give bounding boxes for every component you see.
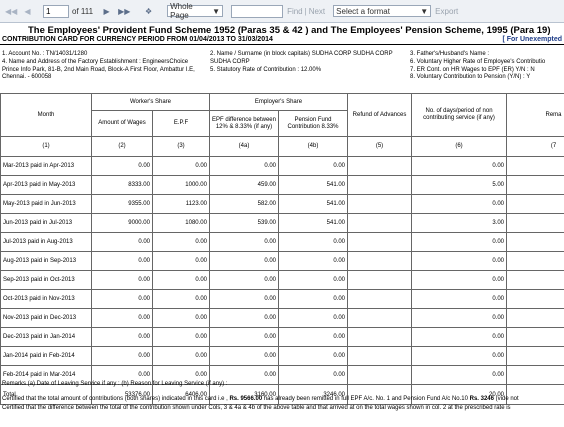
page-number-input[interactable] [43,5,69,18]
epf-diff-cell: 0.00 [210,309,279,328]
table-group-header [1,94,564,111]
epf-cell: 0.00 [153,271,210,290]
refund-cell [348,195,412,214]
ncs-cell: 0.00 [412,328,507,347]
worker-share-header: Worker's Share [92,94,210,111]
pension-cell: 0.00 [279,328,348,347]
back-icon[interactable]: ❖ [144,6,153,16]
refund-cell [348,157,412,176]
remarks-cell [507,176,564,195]
report-page [0,24,564,427]
cert1-text-b: has already been remitted in full EPF A/c. No. 1 and Pension Fund A/c No.10 [262,396,470,402]
epf-diff-cell: 0.00 [210,233,279,252]
refund-cell [348,366,412,385]
epf-diff-cell: 0.00 [210,347,279,366]
last-page-icon[interactable]: ▶▶ [118,6,131,16]
col-remarks-header: Rema [507,94,564,137]
certificate-line-2: Certified that the difference between the total of the contribution shown under Cols, 3 & 4a & 4b of the above table and that arrived at on the total wages shown in col. 2 at the prescribed rate is [2,405,511,411]
establishment-address: Prince Info Park, 81-B, 2nd Main Road, Block-A First Floor, Ambattur I.E, [2,66,195,73]
wages-cell: 9000.00 [92,214,153,233]
find-next-link[interactable]: Next [308,6,326,16]
col-number: (1) [1,137,92,157]
refund-cell [348,176,412,195]
cert1-amount-2: Rs. 3246 [469,396,494,402]
find-input[interactable] [231,5,283,18]
pension-cell: 0.00 [279,271,348,290]
ncs-cell: 5.00 [412,176,507,195]
total-ncs: 20.00 [412,385,507,405]
remarks-cell [507,309,564,328]
col-wages-header: Amount of Wages [92,111,153,137]
ncs-cell: 0.00 [412,195,507,214]
pension-cell: 0.00 [279,290,348,309]
epf-diff-cell: 0.00 [210,271,279,290]
pension-cell: 541.00 [279,214,348,233]
export-link[interactable]: Export [435,6,459,16]
table-row [1,347,564,366]
epf-cell: 0.00 [153,366,210,385]
wages-cell: 0.00 [92,366,153,385]
refund-cell [348,328,412,347]
ncs-cell: 0.00 [412,309,507,328]
info-column-1 [2,51,195,82]
first-page-icon[interactable]: ◀◀ [5,6,18,16]
epf-diff-cell: 0.00 [210,328,279,347]
remarks-cell [507,214,564,233]
col-number: (4a) [210,137,279,157]
epf-cell: 0.00 [153,347,210,366]
epf-diff-cell: 0.00 [210,252,279,271]
month-cell: May-2013 paid in Jun-2013 [1,195,92,214]
epf-cell: 1123.00 [153,195,210,214]
leaving-remarks: Remarks (a) Date of Leaving Service if any : (b) Reason for Leaving Service (if any) : [2,381,228,387]
col-number: (6) [412,137,507,157]
epf-cell: 0.00 [153,290,210,309]
table-row [1,195,564,214]
toolbar-separator: | [304,6,307,16]
certificate-line-1 [2,396,519,402]
voluntary-pension: 8. Voluntary Contribution to Pension (Y/N) : Y [410,74,531,81]
report-toolbar [0,0,564,23]
refund-cell [348,347,412,366]
pension-cell: 0.00 [279,157,348,176]
month-cell: Jul-2013 paid in Aug-2013 [1,233,92,252]
ncs-cell: 0.00 [412,252,507,271]
epf-cell: 0.00 [153,157,210,176]
table-row [1,328,564,347]
col-number: (5) [348,137,412,157]
contribution-table [0,93,564,405]
epf-cell: 0.00 [153,233,210,252]
month-cell: Jun-2013 paid in Jul-2013 [1,214,92,233]
father-name: 3. Father's/Husband's Name : [410,51,489,57]
refund-cell [348,290,412,309]
refund-cell [348,233,412,252]
exempt-status-label: [ For Unexempted [502,36,562,43]
remarks-cell [507,252,564,271]
epf-cell: 1000.00 [153,176,210,195]
month-cell: Apr-2013 paid in May-2013 [1,176,92,195]
remarks-cell [507,271,564,290]
total-epf-diff: 3160.00 [210,385,279,405]
epf-cell: 1080.00 [153,214,210,233]
chevron-down-icon: ▼ [212,6,221,16]
table-row [1,214,564,233]
table-row [1,271,564,290]
member-name: 2. Name / Surname (in block capitals) SUDHA CORP SUDHA CORP [210,51,393,57]
er-contribution: 7. ER Cont. on HR Wages to EPF (ER) Y/N : N [410,66,535,73]
table-row [1,157,564,176]
cert1-text-c: (vide not [493,396,519,402]
next-page-icon[interactable]: ▶ [103,6,110,16]
wages-cell: 0.00 [92,157,153,176]
info-column-3 [410,51,545,82]
month-cell: Aug-2013 paid in Sep-2013 [1,252,92,271]
pension-cell: 541.00 [279,195,348,214]
table-row [1,176,564,195]
total-pension: 3246.00 [279,385,348,405]
table-column-number-row [1,137,564,157]
ncs-cell: 0.00 [412,290,507,309]
wages-cell: 0.00 [92,328,153,347]
epf-diff-cell: 0.00 [210,157,279,176]
ncs-cell: 0.00 [412,347,507,366]
wages-cell: 0.00 [92,347,153,366]
month-cell: Oct-2013 paid in Nov-2013 [1,290,92,309]
zoom-select[interactable] [167,2,223,20]
wages-cell: 0.00 [92,290,153,309]
voluntary-higher-rate: 6. Voluntary Higher Rate of Employee's Contributio [410,58,546,65]
refund-cell [348,271,412,290]
refund-cell [348,309,412,328]
refund-cell [348,252,412,271]
zoom-select-value: Whole Page [170,2,193,20]
pension-cell: 541.00 [279,176,348,195]
ncs-cell: 0.00 [412,157,507,176]
wages-cell: 9355.00 [92,195,153,214]
epf-diff-cell: 582.00 [210,195,279,214]
account-number: 1. Account No. : TN/14031/1280 [2,51,88,57]
col-refund-header: Refund of Advances [348,94,412,137]
col-ncs-header: No. of days/period of non contributing service (if any) [412,94,507,137]
col-number: (7 [507,137,564,157]
epf-diff-cell: 0.00 [210,366,279,385]
col-month-header: Month [1,94,92,137]
member-name-cont: SUDHA CORP [210,58,250,65]
table-row [1,252,564,271]
epf-cell: 0.00 [153,309,210,328]
month-cell: Mar-2013 paid in Apr-2013 [1,157,92,176]
epf-diff-cell: 539.00 [210,214,279,233]
export-format-select[interactable] [333,5,431,17]
col-number: (2) [92,137,153,157]
ncs-cell: 0.00 [412,233,507,252]
epf-diff-cell: 0.00 [210,290,279,309]
total-wages: 53376.00 [92,385,153,405]
pension-cell: 0.00 [279,366,348,385]
remarks-cell [507,328,564,347]
month-cell: Dec-2013 paid in Jan-2014 [1,328,92,347]
refund-cell [348,214,412,233]
ncs-cell: 3.00 [412,214,507,233]
wages-cell: 0.00 [92,233,153,252]
page-total-label: of 111 [72,6,94,16]
header-rule [0,44,564,45]
find-link[interactable]: Find [287,6,303,16]
wages-cell: 0.00 [92,271,153,290]
report-subtitle: CONTRIBUTION CARD FOR CURRENCY PERIOD FROM 01/04/2013 TO 31/03/2014 [2,36,273,43]
total-label: Total [1,385,92,405]
ncs-cell: 0.00 [412,366,507,385]
month-cell: Jan-2014 paid in Feb-2014 [1,347,92,366]
wages-cell: 0.00 [92,252,153,271]
remarks-cell [507,366,564,385]
remarks-cell [507,347,564,366]
table-row [1,290,564,309]
establishment-city: Chennai. - 600058 [2,74,52,81]
pension-cell: 0.00 [279,309,348,328]
remarks-cell [507,290,564,309]
wages-cell: 0.00 [92,309,153,328]
pension-cell: 0.00 [279,233,348,252]
month-cell: Nov-2013 paid in Dec-2013 [1,309,92,328]
total-epf: 6406.00 [153,385,210,405]
report-title: The Employees' Provident Fund Scheme 1952 (Paras 35 & 42 ) and The Employees' Pension Scheme, 1995 (Para 19) [28,25,551,36]
pension-cell: 0.00 [279,252,348,271]
col-pension-header: Pension Fund Contribution 8.33% [279,111,348,137]
info-column-2 [210,51,393,74]
col-number: (3) [153,137,210,157]
month-cell: Feb-2014 paid in Mar-2014 [1,366,92,385]
prev-page-icon[interactable]: ◀ [24,6,31,16]
cert1-text-a: Certified that the total amount of contributions (both shares) indicated in this card i.e , [2,396,230,402]
epf-cell: 0.00 [153,252,210,271]
cert1-amount: Rs. 9566.00 [229,396,263,402]
statutory-rate: 5. Statutory Rate of Contribution : 12.00% [210,66,322,73]
remarks-cell [507,157,564,176]
pension-cell: 0.00 [279,347,348,366]
export-format-placeholder: Select a format [336,6,390,16]
col-epf-header: E.P.F [153,111,210,137]
col-epf-diff-header: EPF difference between 12% & 8.33% (if any) [210,111,279,137]
remarks-cell [507,195,564,214]
employer-share-header: Employer's Share [210,94,348,111]
ncs-cell: 0.00 [412,271,507,290]
wages-cell: 8333.00 [92,176,153,195]
remarks-cell [507,233,564,252]
epf-cell: 0.00 [153,328,210,347]
col-number: (4b) [279,137,348,157]
epf-diff-cell: 459.00 [210,176,279,195]
month-cell: Sep-2013 paid in Oct-2013 [1,271,92,290]
table-row [1,309,564,328]
establishment-name: 4. Name and Address of the Factory Establishment : EngineersChoice [2,58,189,65]
table-body [1,157,564,385]
chevron-down-icon: ▼ [420,6,429,16]
table-row [1,233,564,252]
